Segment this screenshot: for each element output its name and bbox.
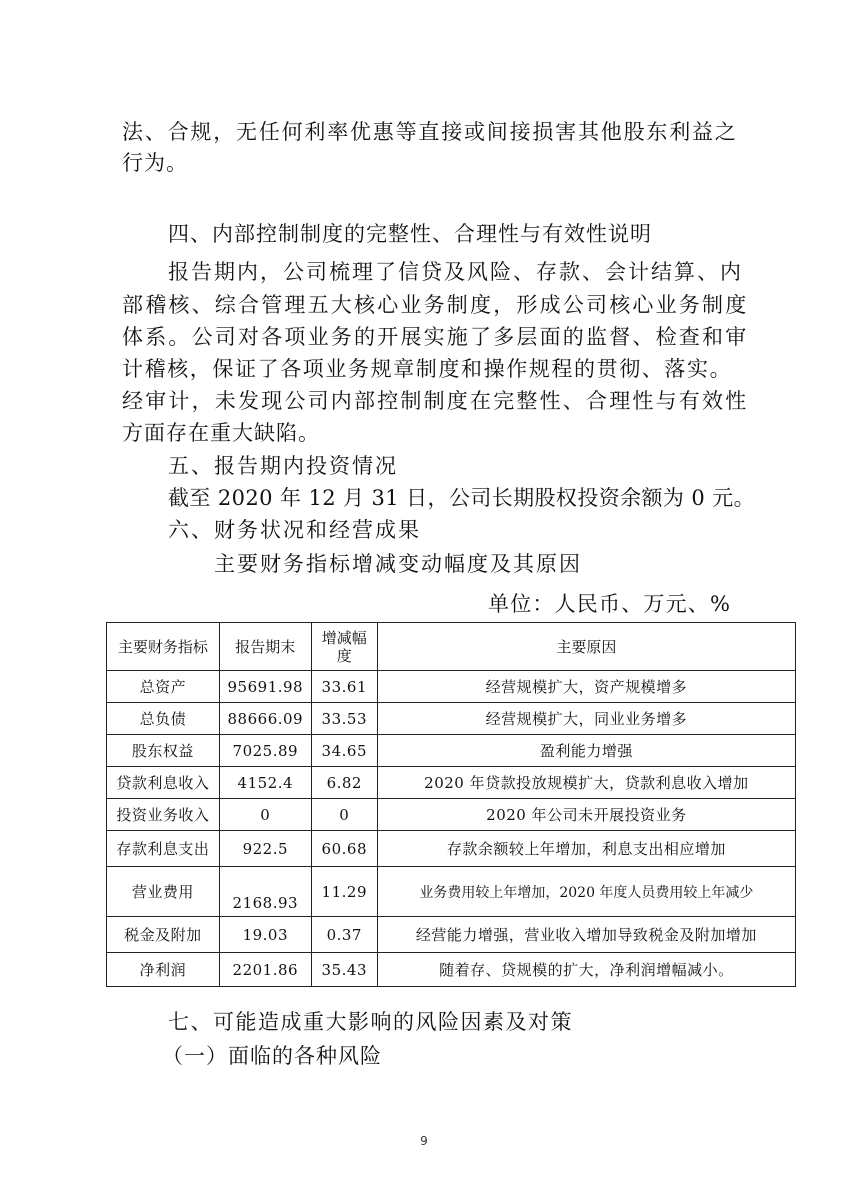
table-cell: 2020 年贷款投放规模扩大，贷款利息收入增加 (377, 767, 795, 799)
table-row (107, 671, 796, 703)
table-cell: 6.82 (311, 767, 377, 799)
unit-label: 单位：人民币、万元、% (488, 592, 732, 616)
table-cell: 2201.86 (219, 953, 311, 987)
table-row (107, 703, 796, 735)
table-cell: 2020 年公司未开展投资业务 (377, 799, 795, 831)
table-cell: 经营规模扩大，同业业务增多 (377, 703, 795, 735)
table-cell: 0 (311, 799, 377, 831)
table-row (107, 767, 796, 799)
table-cell: 0.37 (311, 917, 377, 953)
table-cell: 922.5 (219, 831, 311, 867)
table-header-row (107, 623, 796, 671)
table-cell: 随着存、贷规模的扩大，净利润增幅减小。 (377, 953, 795, 987)
paragraph-line: 法、合规，无任何利率优惠等直接或间接损害其他股东利益之 (122, 120, 738, 144)
section-heading: 五、报告期内投资情况 (168, 454, 398, 478)
table-cell: 34.65 (311, 735, 377, 767)
table-cell: 营业费用 (107, 867, 220, 917)
table-row (107, 799, 796, 831)
table-row (107, 831, 796, 867)
table-cell: 33.53 (311, 703, 377, 735)
table-cell: 11.29 (311, 867, 377, 917)
table-cell: 经营规模扩大，资产规模增多 (377, 671, 795, 703)
paragraph-line: 部稽核、综合管理五大核心业务制度，形成公司核心业务制度 (122, 293, 749, 317)
table-cell: 2168.93 (219, 867, 311, 917)
section-heading: 七、可能造成重大影响的风险因素及对策 (168, 1010, 573, 1034)
table-cell: 0 (219, 799, 311, 831)
paragraph-line: 行为。 (122, 151, 188, 175)
table-cell: 总负债 (107, 703, 220, 735)
header-cell: 主要原因 (377, 623, 795, 671)
table-cell: 经营能力增强，营业收入增加导致税金及附加增加 (377, 917, 795, 953)
table-cell: 总资产 (107, 671, 220, 703)
table-cell: 投资业务收入 (107, 799, 220, 831)
paragraph-line: 经审计，未发现公司内部控制制度在完整性、合理性与有效性 (122, 389, 749, 413)
table-cell: 4152.4 (219, 767, 311, 799)
table-cell: 股东权益 (107, 735, 220, 767)
financial-table (106, 622, 796, 987)
table-cell: 35.43 (311, 953, 377, 987)
table-cell: 贷款利息收入 (107, 767, 220, 799)
table-title: 主要财务指标增减变动幅度及其原因 (214, 552, 582, 576)
table-cell: 19.03 (219, 917, 311, 953)
table-cell: 净利润 (107, 953, 220, 987)
paragraph-line: 计稽核，保证了各项业务规章制度和操作规程的贯彻、落实。 (122, 357, 733, 381)
table-row (107, 867, 796, 917)
table-row (107, 735, 796, 767)
header-cell: 报告期末 (219, 623, 311, 671)
table-cell: 60.68 (311, 831, 377, 867)
header-cell: 增减幅度 (311, 623, 377, 671)
subsection-heading: （一）面临的各种风险 (162, 1044, 382, 1068)
section-heading: 四、内部控制制度的完整性、合理性与有效性说明 (168, 222, 652, 246)
table-cell: 7025.89 (219, 735, 311, 767)
table-cell: 95691.98 (219, 671, 311, 703)
paragraph-line: 体系。公司对各项业务的开展实施了多层面的监督、检查和审 (122, 325, 749, 349)
table-cell: 存款余额较上年增加，利息支出相应增加 (377, 831, 795, 867)
header-cell: 主要财务指标 (107, 623, 220, 671)
table-row (107, 917, 796, 953)
table-cell: 税金及附加 (107, 917, 220, 953)
paragraph-line: 方面存在重大缺陷。 (122, 421, 320, 445)
section-heading: 六、财务状况和经营成果 (168, 518, 421, 542)
page-number: 9 (420, 1134, 428, 1148)
paragraph-line: 报告期内，公司梳理了信贷及风险、存款、会计结算、内 (168, 260, 743, 284)
table-cell: 盈利能力增强 (377, 735, 795, 767)
paragraph-line: 截至 2020 年 12 月 31 日，公司长期股权投资余额为 0 元。 (168, 486, 756, 510)
table-cell: 33.61 (311, 671, 377, 703)
table-cell: 存款利息支出 (107, 831, 220, 867)
table-cell: 业务费用较上年增加，2020 年度人员费用较上年减少 (377, 867, 795, 917)
table-row (107, 953, 796, 987)
table-cell: 88666.09 (219, 703, 311, 735)
